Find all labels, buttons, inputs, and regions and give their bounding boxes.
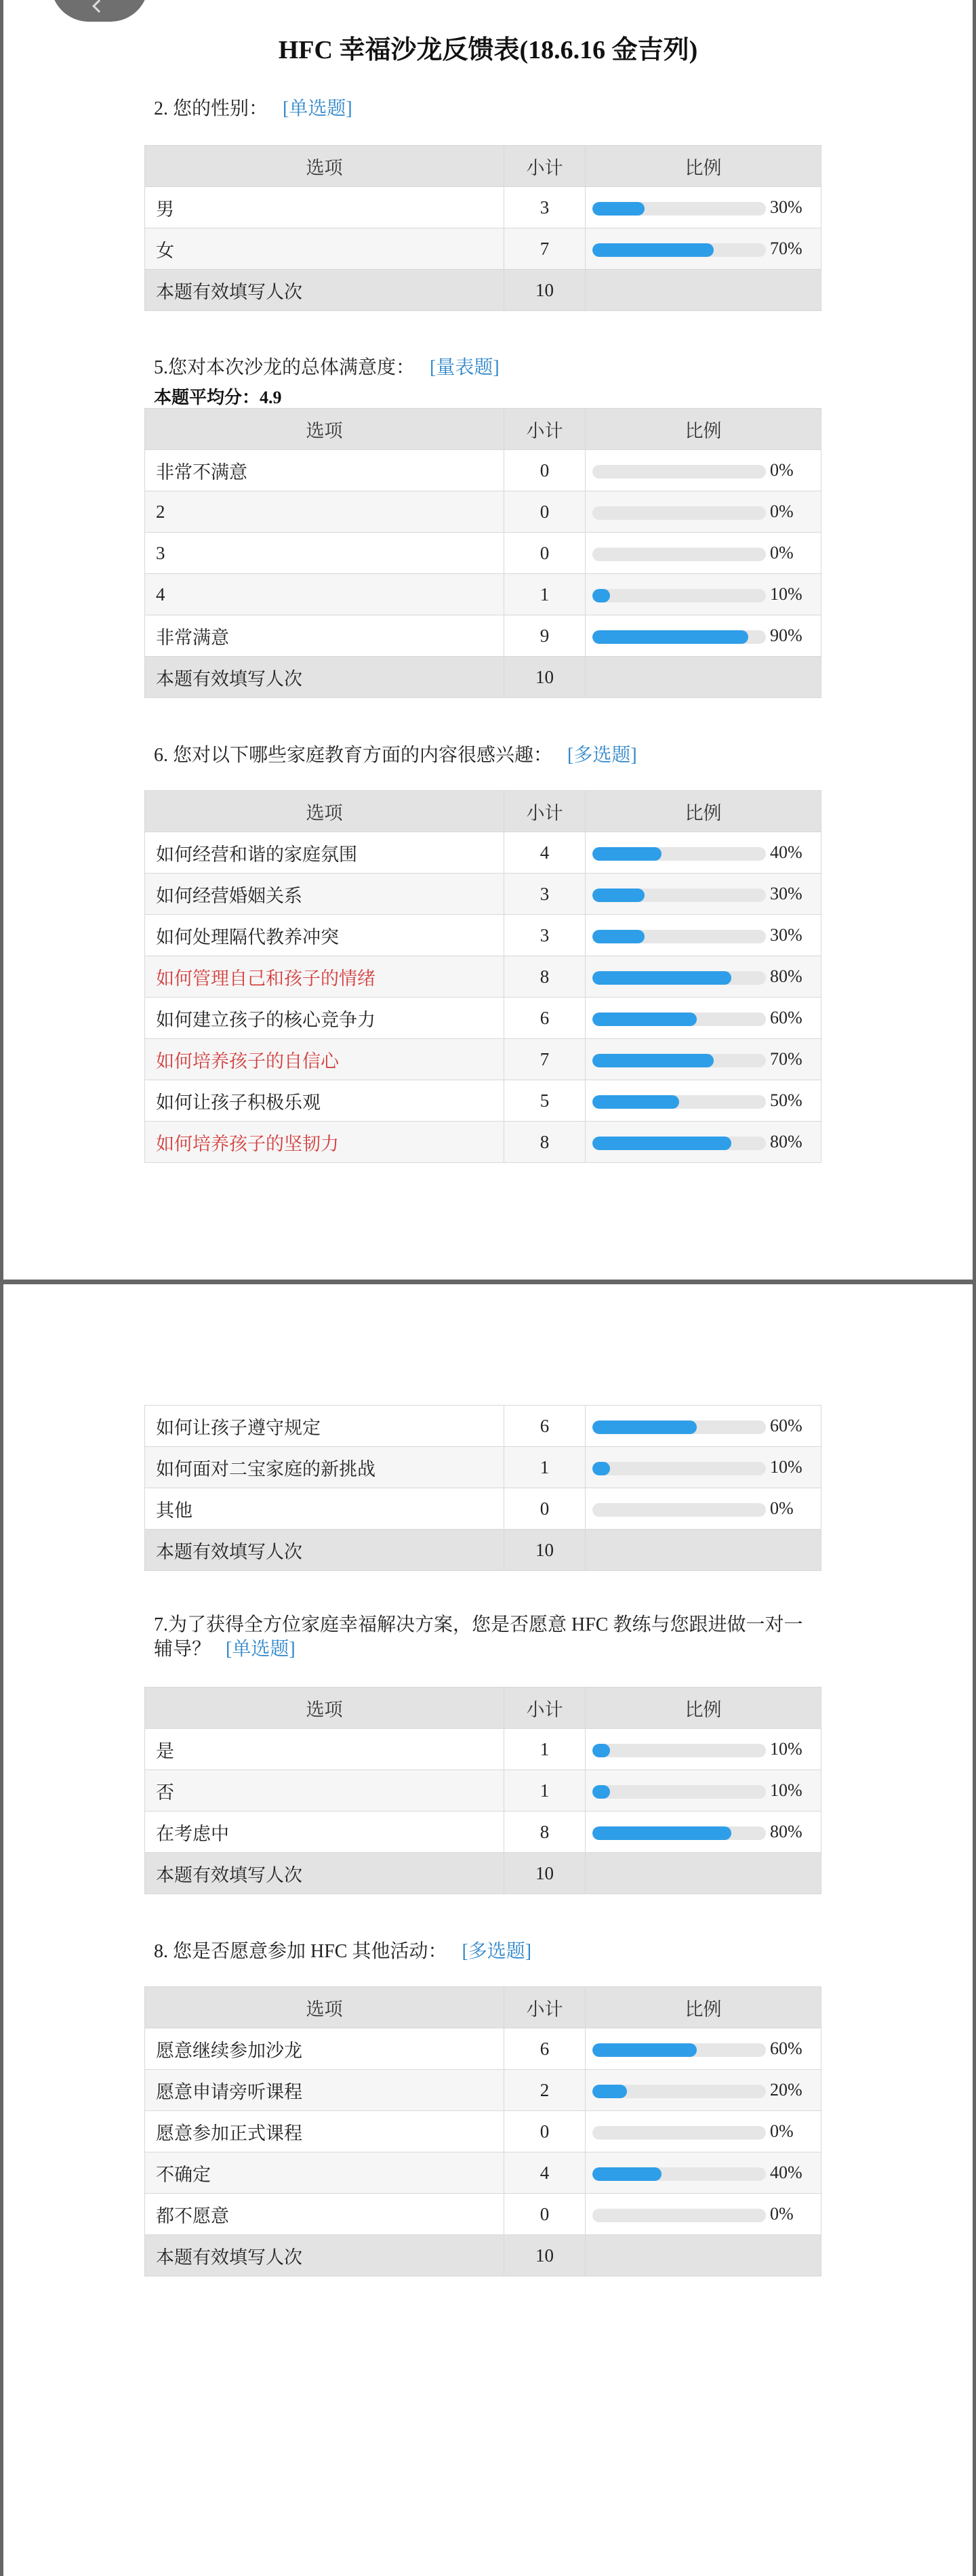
total-row xyxy=(145,2235,821,2276)
answer-row xyxy=(145,915,821,956)
option-count: 7 xyxy=(504,228,586,270)
option-label: 非常满意 xyxy=(145,615,504,657)
total-label: 本题有效填写人次 xyxy=(145,1853,504,1894)
ratio-percent: 70% xyxy=(770,1049,802,1069)
ratio-bar-fill xyxy=(592,1095,679,1109)
header-option: 选项 xyxy=(145,1987,504,2028)
option-count: 0 xyxy=(504,491,586,533)
answer-row xyxy=(145,1770,821,1812)
ratio-bar-track xyxy=(592,465,766,478)
option-count: 9 xyxy=(504,615,586,657)
option-count: 8 xyxy=(504,1122,586,1163)
total-row xyxy=(145,657,821,698)
ratio-bar-fill xyxy=(592,589,610,602)
option-label: 2 xyxy=(145,491,504,533)
ratio-bar-fill xyxy=(592,2167,662,2181)
ratio-bar-fill xyxy=(592,1744,610,1757)
ratio-cell xyxy=(586,1122,821,1163)
option-label: 愿意申请旁听课程 xyxy=(145,2070,504,2111)
ratio-bar-track xyxy=(592,1137,766,1150)
header-ratio: 比例 xyxy=(586,146,821,187)
question-7-title xyxy=(154,1613,825,1662)
ratio-bar-track xyxy=(592,589,766,602)
ratio-percent: 60% xyxy=(770,1416,802,1435)
header-count: 小计 xyxy=(504,146,586,187)
question-6-text: 6. 您对以下哪些家庭教育方面的内容很感兴趣： xyxy=(154,745,553,766)
ratio-bar-fill xyxy=(592,1826,731,1840)
question-6-table xyxy=(144,790,821,1163)
question-6-type-tag[interactable]: [多选题] xyxy=(567,745,637,766)
question-8-text: 8. 您是否愿意参加 HFC 其他活动： xyxy=(154,1941,447,1962)
option-count: 4 xyxy=(504,2152,586,2194)
answer-row xyxy=(145,615,821,657)
option-count: 3 xyxy=(504,874,586,915)
ratio-bar-fill xyxy=(592,930,645,943)
ratio-bar-track xyxy=(592,1826,766,1840)
page-2 xyxy=(0,1284,976,2576)
table-header xyxy=(145,1688,821,1729)
answer-row xyxy=(145,874,821,915)
option-label: 其他 xyxy=(145,1488,504,1530)
option-count: 4 xyxy=(504,832,586,874)
ratio-bar-track xyxy=(592,1744,766,1757)
answer-row xyxy=(145,1122,821,1163)
ratio-cell xyxy=(586,1080,821,1122)
answer-row xyxy=(145,450,821,491)
question-7-table xyxy=(144,1687,821,1894)
ratio-bar-fill xyxy=(592,202,645,216)
ratio-cell xyxy=(586,1406,821,1447)
question-2-text: 2. 您的性别： xyxy=(154,98,268,119)
ratio-percent: 10% xyxy=(770,1780,802,1800)
answer-row xyxy=(145,2194,821,2235)
option-count: 8 xyxy=(504,956,586,998)
ratio-percent: 40% xyxy=(770,842,802,862)
answer-row xyxy=(145,956,821,998)
total-count: 10 xyxy=(504,1530,586,1571)
question-7-text-line-2: 辅导？ xyxy=(154,1639,211,1660)
ratio-cell xyxy=(586,2152,821,2194)
page-1 xyxy=(0,0,976,1284)
ratio-percent: 0% xyxy=(770,1498,794,1518)
total-empty xyxy=(586,657,821,698)
option-label: 如何经营婚姻关系 xyxy=(145,874,504,915)
answer-row xyxy=(145,574,821,615)
ratio-percent: 80% xyxy=(770,1132,802,1151)
ratio-cell xyxy=(586,187,821,228)
option-count: 0 xyxy=(504,1488,586,1530)
option-count: 0 xyxy=(504,450,586,491)
option-count: 7 xyxy=(504,1039,586,1080)
option-label: 愿意参加正式课程 xyxy=(145,2111,504,2152)
question-7-text-line-1: 7.为了获得全方位家庭幸福解决方案，您是否愿意 HFC 教练与您跟进做一对一 xyxy=(154,1614,803,1635)
option-label: 如何培养孩子的自信心 xyxy=(145,1039,504,1080)
ratio-bar-track xyxy=(592,930,766,943)
total-count: 10 xyxy=(504,270,586,311)
ratio-bar-track xyxy=(592,548,766,561)
ratio-bar-track xyxy=(592,1462,766,1475)
ratio-cell xyxy=(586,1812,821,1853)
answer-row xyxy=(145,1447,821,1488)
option-label: 如何处理隔代教养冲突 xyxy=(145,915,504,956)
ratio-bar-track xyxy=(592,2209,766,2222)
ratio-percent: 0% xyxy=(770,2204,794,2224)
ratio-percent: 10% xyxy=(770,1457,802,1477)
ratio-bar-fill xyxy=(592,1054,714,1067)
ratio-bar-track xyxy=(592,847,766,861)
ratio-cell xyxy=(586,2111,821,2152)
ratio-bar-fill xyxy=(592,888,645,902)
question-6-table-continued xyxy=(144,1405,821,1571)
header-ratio: 比例 xyxy=(586,1688,821,1729)
ratio-bar-track xyxy=(592,202,766,216)
ratio-bar-track xyxy=(592,1095,766,1109)
option-count: 1 xyxy=(504,574,586,615)
document-title: HFC 幸福沙龙反馈表(18.6.16 金吉列) xyxy=(278,36,698,64)
option-label: 如何面对二宝家庭的新挑战 xyxy=(145,1447,504,1488)
header-ratio: 比例 xyxy=(586,1987,821,2028)
ratio-cell xyxy=(586,1039,821,1080)
ratio-percent: 0% xyxy=(770,460,794,480)
header-count: 小计 xyxy=(504,409,586,450)
chevron-left-icon xyxy=(92,0,106,13)
total-label: 本题有效填写人次 xyxy=(145,270,504,311)
ratio-cell xyxy=(586,1488,821,1530)
option-label: 如何培养孩子的坚韧力 xyxy=(145,1122,504,1163)
ratio-percent: 30% xyxy=(770,925,802,945)
total-count: 10 xyxy=(504,2235,586,2276)
ratio-percent: 40% xyxy=(770,2163,802,2182)
ratio-cell xyxy=(586,998,821,1039)
ratio-cell xyxy=(586,2194,821,2235)
total-label: 本题有效填写人次 xyxy=(145,2235,504,2276)
option-count: 1 xyxy=(504,1447,586,1488)
total-empty xyxy=(586,1853,821,1894)
total-label: 本题有效填写人次 xyxy=(145,657,504,698)
option-label: 女 xyxy=(145,228,504,270)
ratio-cell xyxy=(586,574,821,615)
question-5-title xyxy=(154,356,825,380)
ratio-bar-fill xyxy=(592,243,714,257)
ratio-bar-fill xyxy=(592,630,748,644)
ratio-percent: 50% xyxy=(770,1090,802,1110)
question-8-type-tag[interactable]: [多选题] xyxy=(462,1941,532,1962)
option-label: 如何让孩子积极乐观 xyxy=(145,1080,504,1122)
table-header xyxy=(145,409,821,450)
total-row xyxy=(145,1530,821,1571)
ratio-bar-fill xyxy=(592,1013,697,1026)
ratio-cell xyxy=(586,2070,821,2111)
option-count: 0 xyxy=(504,533,586,574)
answer-row xyxy=(145,228,821,270)
header-count: 小计 xyxy=(504,791,586,832)
answer-row xyxy=(145,1039,821,1080)
option-count: 6 xyxy=(504,2028,586,2070)
question-5-table xyxy=(144,408,821,698)
ratio-cell xyxy=(586,915,821,956)
answer-row xyxy=(145,491,821,533)
answer-row xyxy=(145,2070,821,2111)
ratio-bar-track xyxy=(592,2085,766,2098)
question-2-title xyxy=(154,97,825,121)
ratio-bar-fill xyxy=(592,2043,697,2057)
option-count: 0 xyxy=(504,2111,586,2152)
option-count: 8 xyxy=(504,1812,586,1853)
answer-row xyxy=(145,1080,821,1122)
option-label: 如何经营和谐的家庭氛围 xyxy=(145,832,504,874)
ratio-bar-track xyxy=(592,2167,766,2181)
answer-row xyxy=(145,2111,821,2152)
header-count: 小计 xyxy=(504,1688,586,1729)
ratio-cell xyxy=(586,491,821,533)
ratio-bar-track xyxy=(592,2043,766,2057)
ratio-percent: 80% xyxy=(770,1822,802,1841)
option-count: 0 xyxy=(504,2194,586,2235)
total-count: 10 xyxy=(504,657,586,698)
ratio-bar-fill xyxy=(592,847,662,861)
ratio-percent: 10% xyxy=(770,584,802,604)
option-label: 不确定 xyxy=(145,2152,504,2194)
answer-row xyxy=(145,1729,821,1770)
ratio-percent: 10% xyxy=(770,1739,802,1759)
ratio-cell xyxy=(586,1447,821,1488)
ratio-percent: 80% xyxy=(770,966,802,986)
ratio-bar-fill xyxy=(592,1420,697,1434)
ratio-bar-fill xyxy=(592,1785,610,1799)
question-5-type-tag[interactable]: [量表题] xyxy=(430,357,500,378)
ratio-percent: 30% xyxy=(770,197,802,217)
ratio-bar-fill xyxy=(592,2085,627,2098)
table-header xyxy=(145,1987,821,2028)
ratio-cell xyxy=(586,1729,821,1770)
ratio-bar-fill xyxy=(592,971,731,985)
option-label: 是 xyxy=(145,1729,504,1770)
header-option: 选项 xyxy=(145,409,504,450)
ratio-cell xyxy=(586,956,821,998)
option-count: 6 xyxy=(504,998,586,1039)
question-5-average: 本题平均分：4.9 xyxy=(154,388,282,407)
table-header xyxy=(145,791,821,832)
ratio-percent: 30% xyxy=(770,884,802,903)
ratio-cell xyxy=(586,874,821,915)
header-option: 选项 xyxy=(145,791,504,832)
option-label: 男 xyxy=(145,187,504,228)
table-header xyxy=(145,146,821,187)
ratio-percent: 0% xyxy=(770,2121,794,2141)
header-ratio: 比例 xyxy=(586,409,821,450)
option-label: 3 xyxy=(145,533,504,574)
ratio-percent: 20% xyxy=(770,2080,802,2100)
header-count: 小计 xyxy=(504,1987,586,2028)
ratio-cell xyxy=(586,1770,821,1812)
ratio-bar-track xyxy=(592,506,766,520)
ratio-bar-track xyxy=(592,243,766,257)
ratio-bar-track xyxy=(592,888,766,902)
answer-row xyxy=(145,187,821,228)
option-count: 3 xyxy=(504,915,586,956)
total-empty xyxy=(586,1530,821,1571)
header-option: 选项 xyxy=(145,146,504,187)
answer-row xyxy=(145,832,821,874)
option-label: 如何让孩子遵守规定 xyxy=(145,1406,504,1447)
question-8-table xyxy=(144,1986,821,2276)
answer-row xyxy=(145,1488,821,1530)
question-5-text: 5.您对本次沙龙的总体满意度： xyxy=(154,357,415,378)
question-2-table xyxy=(144,145,821,311)
total-count: 10 xyxy=(504,1853,586,1894)
ratio-percent: 90% xyxy=(770,626,802,645)
question-8-title xyxy=(154,1940,825,1964)
ratio-cell xyxy=(586,615,821,657)
option-count: 1 xyxy=(504,1729,586,1770)
ratio-bar-fill xyxy=(592,1137,731,1150)
option-label: 非常不满意 xyxy=(145,450,504,491)
answer-row xyxy=(145,533,821,574)
ratio-cell xyxy=(586,533,821,574)
ratio-percent: 0% xyxy=(770,502,794,521)
ratio-cell xyxy=(586,228,821,270)
ratio-cell xyxy=(586,832,821,874)
option-label: 否 xyxy=(145,1770,504,1812)
ratio-bar-track xyxy=(592,1503,766,1517)
ratio-percent: 0% xyxy=(770,543,794,563)
header-ratio: 比例 xyxy=(586,791,821,832)
option-label: 如何建立孩子的核心竞争力 xyxy=(145,998,504,1039)
total-label: 本题有效填写人次 xyxy=(145,1530,504,1571)
question-7-type-tag[interactable]: [单选题] xyxy=(226,1639,296,1660)
ratio-percent: 60% xyxy=(770,2039,802,2058)
total-row xyxy=(145,1853,821,1894)
header-option: 选项 xyxy=(145,1688,504,1729)
answer-row xyxy=(145,2028,821,2070)
option-label: 4 xyxy=(145,574,504,615)
option-count: 1 xyxy=(504,1770,586,1812)
ratio-bar-track xyxy=(592,1420,766,1434)
answer-row xyxy=(145,998,821,1039)
ratio-bar-track xyxy=(592,1054,766,1067)
option-count: 6 xyxy=(504,1406,586,1447)
option-label: 愿意继续参加沙龙 xyxy=(145,2028,504,2070)
ratio-bar-track xyxy=(592,971,766,985)
question-2-type-tag[interactable]: [单选题] xyxy=(283,98,352,119)
answer-row xyxy=(145,1406,821,1447)
ratio-percent: 70% xyxy=(770,239,802,258)
ratio-bar-track xyxy=(592,1013,766,1026)
ratio-cell xyxy=(586,2028,821,2070)
total-row xyxy=(145,270,821,311)
ratio-cell xyxy=(586,450,821,491)
ratio-bar-track xyxy=(592,2126,766,2140)
option-count: 3 xyxy=(504,187,586,228)
option-label: 如何管理自己和孩子的情绪 xyxy=(145,956,504,998)
total-empty xyxy=(586,2235,821,2276)
answer-row xyxy=(145,1812,821,1853)
back-button[interactable] xyxy=(51,0,148,22)
option-count: 2 xyxy=(504,2070,586,2111)
ratio-bar-track xyxy=(592,630,766,644)
answer-row xyxy=(145,2152,821,2194)
option-label: 在考虑中 xyxy=(145,1812,504,1853)
ratio-bar-fill xyxy=(592,1462,610,1475)
ratio-bar-track xyxy=(592,1785,766,1799)
option-count: 5 xyxy=(504,1080,586,1122)
total-empty xyxy=(586,270,821,311)
question-6-title xyxy=(154,743,825,768)
ratio-percent: 60% xyxy=(770,1008,802,1027)
option-label: 都不愿意 xyxy=(145,2194,504,2235)
